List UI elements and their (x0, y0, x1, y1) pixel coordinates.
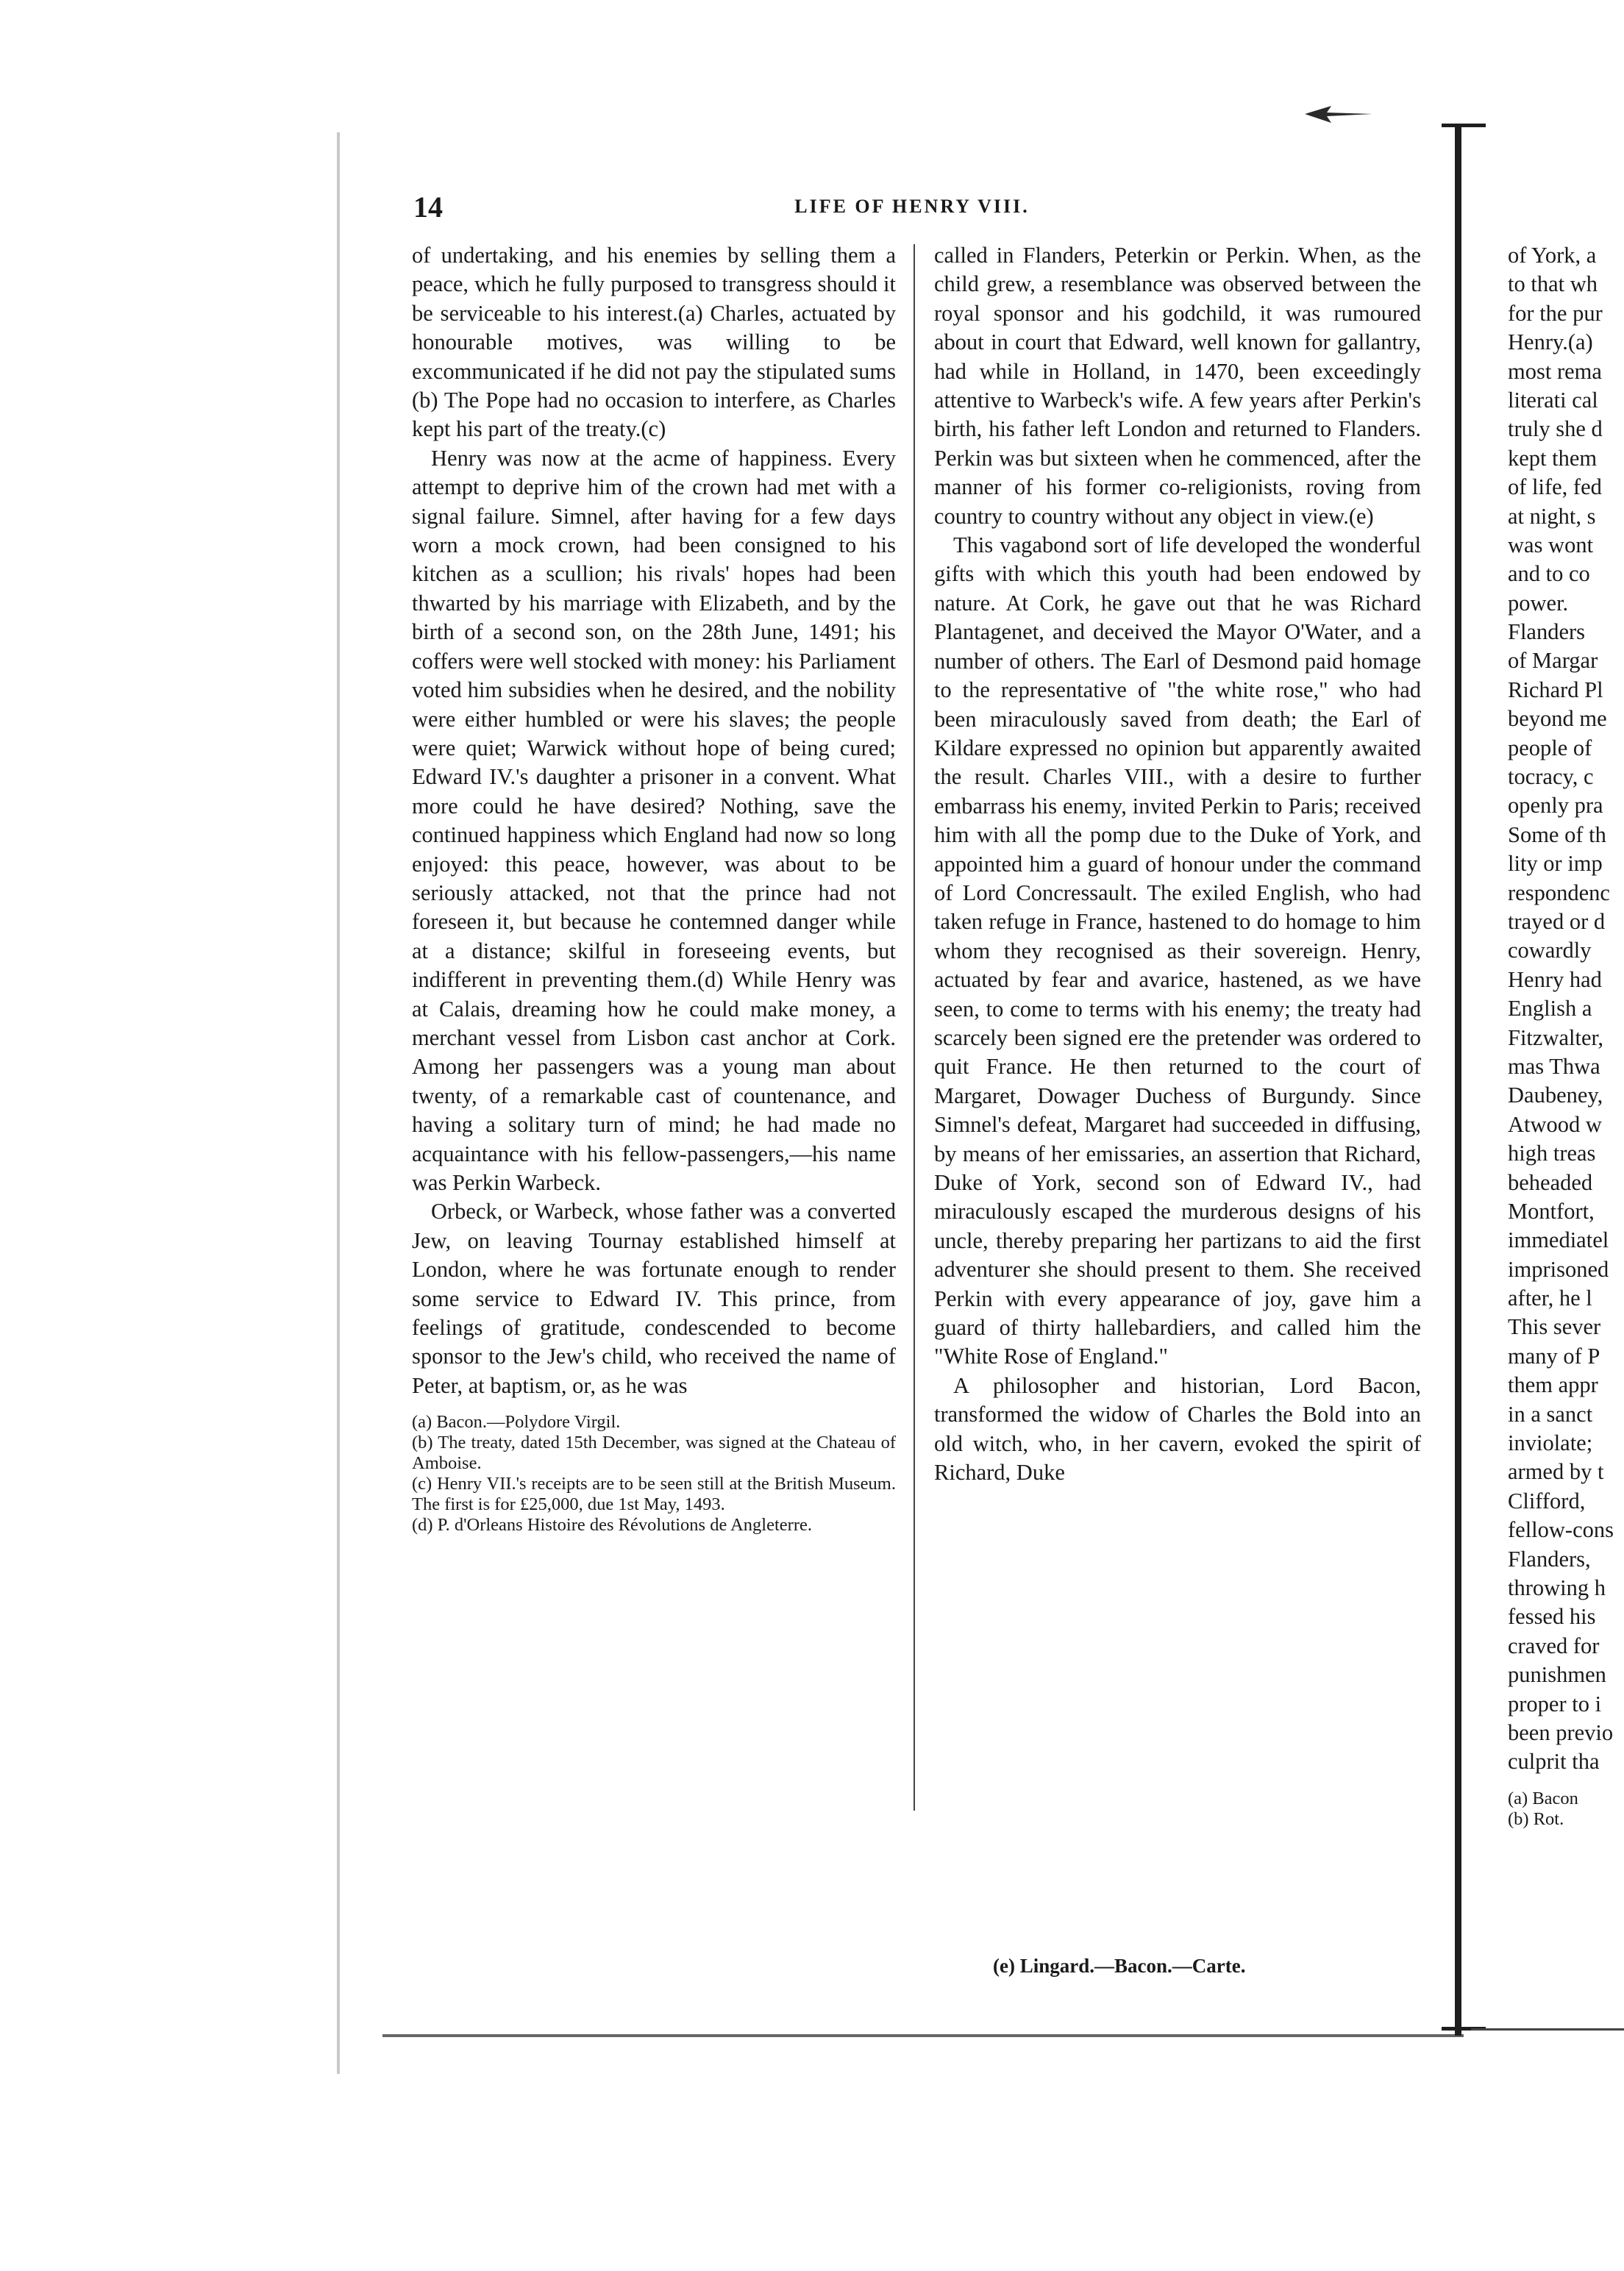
running-title: LIFE OF HENRY VIII. (794, 196, 1030, 217)
left-paragraph-3: Orbeck, or Warbeck, whose father was a converted Jew, on leaving Tournay established himself at London, where he was fortunate enough to render some service to Edward IV. This prince, from feelings of gratitude, condescended to become sponsor to the Jew's child, who received the name of Peter, at baptism, or, as he was (412, 1199, 896, 1398)
page-number: 14 (413, 190, 443, 224)
fragment-line: armed by t (1508, 1459, 1604, 1485)
fragment-line: proper to i (1508, 1691, 1602, 1716)
left-paragraph-2: Henry was now at the acme of happiness. Every attempt to deprive him of the crown had met with a signal failure. Simnel, after having for a few days worn a mock crown, had been consigned to his kitchen as a scullion; his rivals' hopes had been thwarted by his marriage with Elizabeth, and by the birth of a second son, on the 28th June, 1491; his coffers were well stocked with money: his Parliament voted him subsidies when he desired, and the nobility were either humbled or were his slaves; the people were quiet; Warwick without hope of being cured; Edward IV.'s daughter a prisoner in a convent. What more could he have desired? Nothing, save the continued happiness which England had now so long enjoyed: this peace, however, was about to be seriously attacked, not that the prince had not foreseen it, but because he contemned danger while at a distance; skilful in foreseeing events, but indifferent in preventing them.(d) While Henry was at Calais, dreaming how he could make money, a merchant vessel from Lisbon cast anchor at Cork. Among her passengers was a young man about twenty, of a remarkable cast of countenance, and having a solitary turn of mind; he had made no acquaintance with his fellow-passengers,—his name was Perkin Warbeck. (412, 445, 896, 1195)
fragment-line: This sever (1508, 1314, 1601, 1340)
fragment-line: culprit tha (1508, 1749, 1600, 1775)
fragment-line: for the pur (1508, 300, 1603, 326)
fragment-line: tocracy, c (1508, 764, 1594, 790)
column-divider (914, 244, 915, 1811)
fragment-line: Henry had (1508, 966, 1602, 992)
fragment-line: punishmen (1508, 1662, 1606, 1688)
fragment-gap (1508, 1777, 1624, 1789)
footnote-a: (a) Bacon.—Polydore Virgil. (412, 1412, 621, 1433)
next-page-column-fragment (1508, 241, 1624, 1830)
fragment-line: people of (1508, 735, 1592, 760)
binding-bar (1455, 124, 1461, 2036)
page-bottom-rule (382, 2034, 1464, 2037)
fragment-line: beheaded (1508, 1169, 1593, 1195)
fragment-line: fellow-cons (1508, 1517, 1614, 1543)
fragment-line: Montfort, (1508, 1198, 1595, 1224)
middle-paragraph-2: This vagabond sort of life developed the wonderful gifts with which this youth had been endowed by nature. At Cork, he gave out that he was Richard Plantagenet, and deceived the Mayor O'Water, and a number of others. The Earl of Desmond paid homage to the representative of "the white rose," who had been miraculously saved from death; the Earl of Kildare expressed no opinion but apparently awaited the result. Charles VIII., with a desire to further embarrass his enemy, invited Perkin to Paris; received him with all the pomp due to the Duke of York, and appointed him a guard of honour under the command of Lord Concressault. The exiled English, who had taken refuge in France, hastened to do homage to him whom they recognised as their sovereign. Henry, actuated by fear and avarice, hastened, as we have seen, to come to terms with his enemy; the treaty had scarcely been signed ere the pretender was ordered to quit France. He then returned to the court of Margaret, Dowager Duchess of Burgundy. Since Simnel's defeat, Margaret had succeeded in diffusing, by means of her emissaries, an assertion that Richard, Duke of York, second son of Edward IV., had miraculously escaped the murderous designs of his uncle, thereby preparing her partizans to aid the first adventurer she should present to them. She received Perkin with every appearance of joy, gave him a guard of thirty hallebardiers, and called him the "White Rose of England." (934, 532, 1421, 1369)
fragment-line: Flanders, (1508, 1546, 1591, 1572)
fragment-line: most rema (1508, 358, 1602, 384)
fragment-line: immediatel (1508, 1227, 1609, 1253)
fragment-line: of Margar (1508, 648, 1598, 674)
left-column (412, 241, 896, 1536)
margin-arrow-mark (1302, 103, 1375, 125)
fragment-line: trayed or d (1508, 908, 1606, 934)
binding-bar-cap (1442, 124, 1486, 127)
fragment-footnote: (a) Bacon (1508, 1788, 1578, 1808)
fragment-line: and to co (1508, 561, 1590, 587)
fragment-line: Flanders (1508, 619, 1586, 645)
fragment-line: lity or imp (1508, 851, 1603, 877)
footnote-d: (d) P. d'Orleans Histoire des Révolutions de Angleterre. (412, 1515, 812, 1536)
fragment-line: after, he l (1508, 1286, 1592, 1311)
fragment-line: high treas (1508, 1141, 1596, 1166)
fragment-line: at night, s (1508, 503, 1596, 529)
fragment-line: them appr (1508, 1372, 1598, 1398)
footnote-c: (c) Henry VII.'s receipts are to be seen still at the British Museum. The first is for £25,000, due 1st May, 1493. (412, 1474, 896, 1515)
page-header (397, 190, 1427, 222)
fragment-line: beyond me (1508, 706, 1607, 732)
fragment-line: Daubeney, (1508, 1083, 1603, 1108)
fragment-line: English a (1508, 996, 1592, 1022)
fragment-line: in a sanct (1508, 1401, 1593, 1427)
fragment-line: Atwood w (1508, 1111, 1602, 1137)
left-paragraph-1: of undertaking, and his enemies by selling them a peace, which he fully purposed to transgress should it be serviceable to his interest.(a) Charles, actuated by honourable motives, was willing to be excommunicated if he did not pay the stipulated sums (b) The Pope had no occasion to interfere, as Charles kept his part of the treaty.(c) (412, 243, 896, 442)
footnote-e: (e) Lingard.—Bacon.—Carte. (993, 1955, 1246, 1977)
fragment-line: Some of th (1508, 821, 1606, 847)
fragment-line: been previo (1508, 1719, 1614, 1745)
fragment-line: throwing h (1508, 1575, 1606, 1600)
fragment-line: cowardly (1508, 938, 1592, 963)
fragment-line: was wont (1508, 532, 1594, 557)
fragment-line: to that wh (1508, 271, 1598, 297)
fragment-line: inviolate; (1508, 1430, 1593, 1456)
middle-column (934, 241, 1421, 1487)
footnote-b: (b) The treaty, dated 15th December, was signed at the Chateau of Amboise. (412, 1433, 896, 1474)
middle-paragraph-3: A philosopher and historian, Lord Bacon, transformed the widow of Charles the Bold into an old witch, who, in her cavern, evoked the spirit of Richard, Duke (934, 1372, 1421, 1486)
fragment-line: Richard Pl (1508, 677, 1603, 702)
fragment-line: Clifford, (1508, 1488, 1586, 1514)
fragment-line: craved for (1508, 1633, 1600, 1658)
left-footnotes (412, 1412, 896, 1536)
fragment-line: fessed his (1508, 1604, 1596, 1630)
fragment-line: mas Thwa (1508, 1053, 1600, 1079)
page-edge-shadow (337, 132, 340, 2074)
fragment-line: openly pra (1508, 793, 1603, 819)
fragment-line: literati cal (1508, 387, 1598, 413)
fragment-line: of York, a (1508, 243, 1597, 268)
fragment-line: kept them (1508, 445, 1598, 471)
fragment-line: truly she d (1508, 416, 1603, 442)
fragment-footnote: (b) Rot. (1508, 1808, 1564, 1829)
fragment-line: of life, fed (1508, 474, 1602, 500)
fragment-line: power. (1508, 590, 1569, 616)
middle-paragraph-1: called in Flanders, Peterkin or Perkin. When, as the child grew, a resemblance was observed between the royal sponsor and his godchild, it was rumoured about in court that Edward, well known for gallantry, had while in Holland, in 1470, been exceedingly attentive to Warbeck's wife. A few years after Perkin's birth, his father left London and returned to Flanders. Perkin was but sixteen when he commenced, after the manner of his former co-religionists, roving from country to country without any object in view.(e) (934, 243, 1421, 529)
fragment-line: Fitzwalter, (1508, 1024, 1604, 1050)
fragment-line: respondenc (1508, 880, 1610, 905)
next-page-bottom-rule (1471, 2028, 1624, 2031)
fragment-line: imprisoned (1508, 1256, 1609, 1282)
fragment-line: many of P (1508, 1343, 1600, 1369)
fragment-line: Henry.(a) (1508, 329, 1593, 355)
